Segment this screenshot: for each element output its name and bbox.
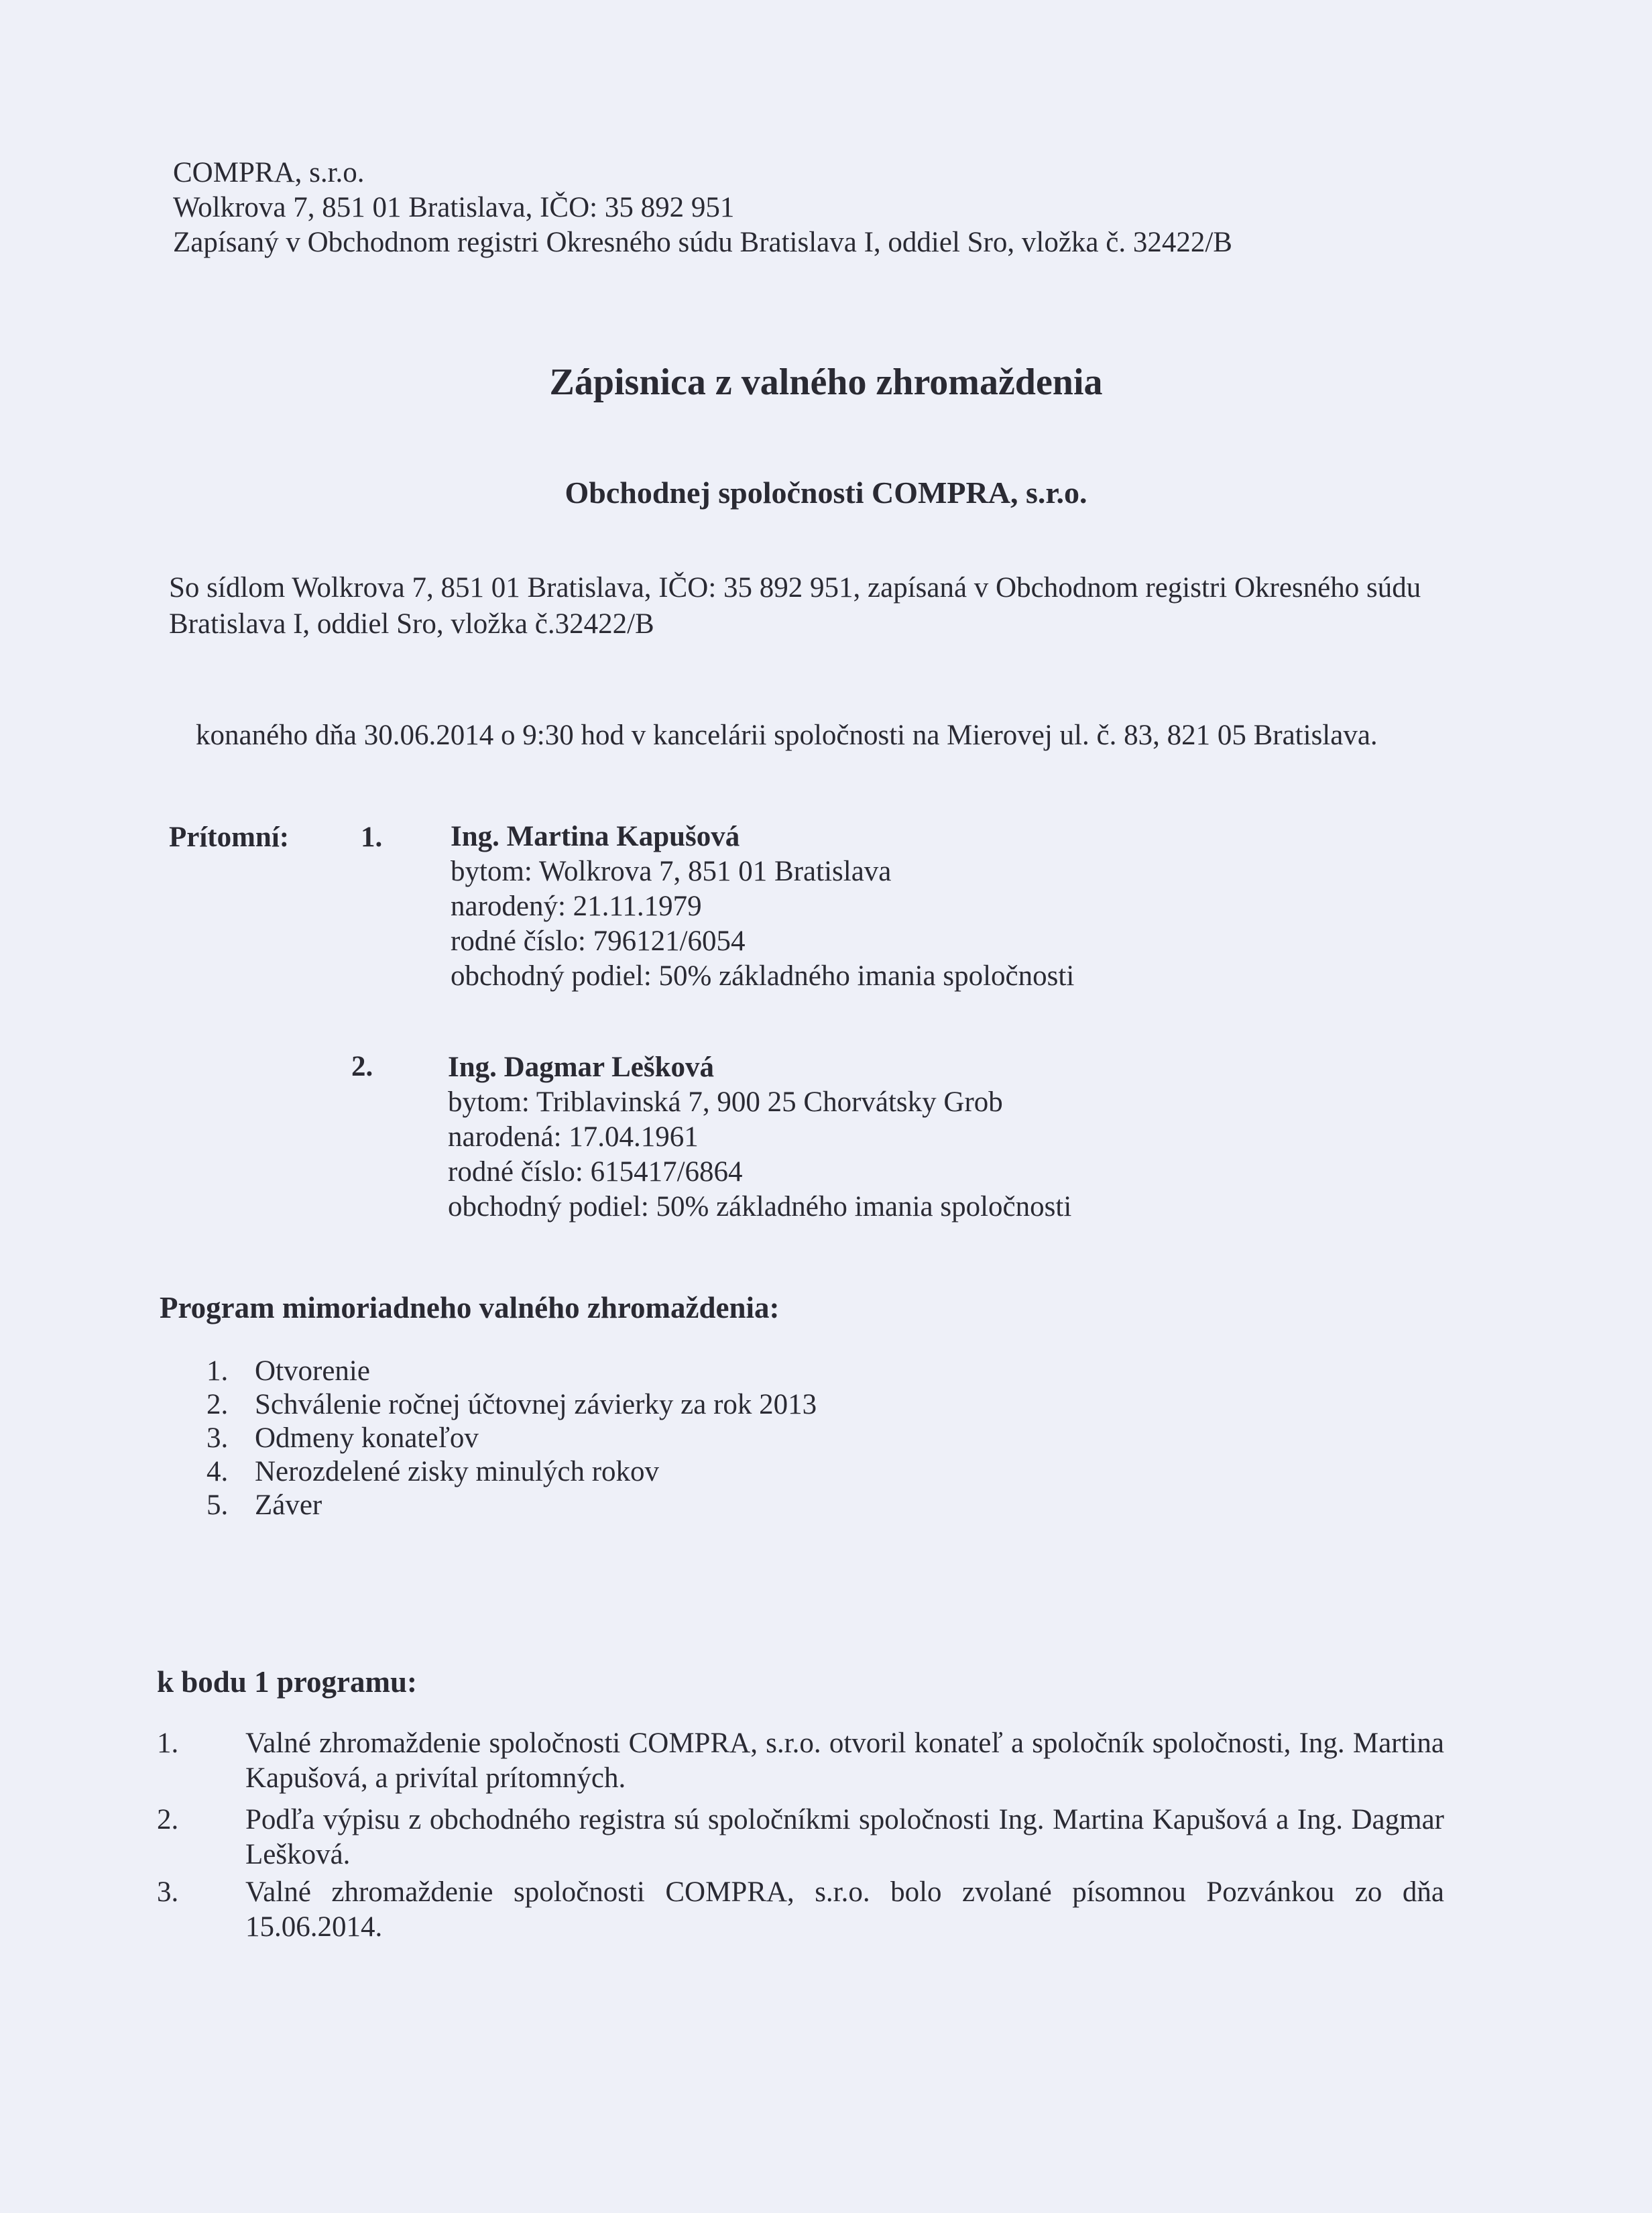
point1-text: Valné zhromaždenie spoločnosti COMPRA, s.r.o. otvoril konateľ a spoločník spoločnosti, Ing. Martina Kapušová, a privítal prítomných. xyxy=(245,1727,1444,1794)
person-id-number: rodné číslo: 796121/6054 xyxy=(451,925,746,957)
agenda-text: Nerozdelené zisky minulých rokov xyxy=(255,1456,660,1487)
agenda-text: Záver xyxy=(255,1489,322,1521)
point1-title: k bodu 1 programu: xyxy=(157,1665,418,1699)
point1-item xyxy=(157,1803,1444,1872)
point1-item xyxy=(157,1726,1444,1796)
person-id-number: rodné číslo: 615417/6864 xyxy=(448,1156,743,1188)
point1-text: Valné zhromaždenie spoločnosti COMPRA, s.r.o. bolo zvolané písomnou Pozvánkou zo dňa 15.06.2014. xyxy=(245,1876,1444,1943)
person-share: obchodný podiel: 50% základného imania spoločnosti xyxy=(451,960,1075,992)
seat-paragraph: So sídlom Wolkrova 7, 851 01 Bratislava, IČO: 35 892 951, zapísaná v Obchodnom registri Okresného súdu Bratislava I, oddiel Sro, vložka č.32422/B xyxy=(169,572,1421,640)
agenda-item xyxy=(206,1455,817,1489)
program-title: Program mimoriadneho valného zhromaždenia: xyxy=(160,1291,780,1324)
present-label: Prítomní: xyxy=(169,821,290,853)
agenda-text: Odmeny konateľov xyxy=(255,1422,479,1454)
document-title: Zápisnica z valného zhromaždenia xyxy=(549,361,1103,403)
agenda-list xyxy=(206,1355,817,1522)
company-registration: Zapísaný v Obchodnom registri Okresného súdu Bratislava I, oddiel Sro, vložka č. 32422/B xyxy=(173,227,1232,258)
point1-number: 2. xyxy=(157,1804,179,1835)
agenda-item xyxy=(206,1388,817,1422)
point1-text: Podľa výpisu z obchodného registra sú spoločníkmi spoločnosti Ing. Martina Kapušová a Ing. Dagmar Lešková. xyxy=(245,1804,1444,1870)
person-number: 2. xyxy=(351,1051,373,1082)
company-address: Wolkrova 7, 851 01 Bratislava, IČO: 35 892 951 xyxy=(173,192,735,223)
person-number: 1. xyxy=(361,821,383,853)
agenda-number: 4. xyxy=(206,1456,229,1487)
agenda-text: Schválenie ročnej účtovnej závierky za rok 2013 xyxy=(255,1389,817,1420)
point1-number: 3. xyxy=(157,1876,179,1908)
document-subtitle: Obchodnej spoločnosti COMPRA, s.r.o. xyxy=(565,475,1087,510)
agenda-item xyxy=(206,1489,817,1522)
person-birthdate: narodená: 17.04.1961 xyxy=(448,1121,699,1153)
person-block xyxy=(448,1050,1071,1225)
company-header xyxy=(173,156,1232,260)
agenda-number: 1. xyxy=(206,1355,229,1387)
agenda-item xyxy=(206,1355,817,1388)
agenda-number: 3. xyxy=(206,1422,229,1454)
person-name: Ing. Dagmar Lešková xyxy=(448,1052,714,1083)
agenda-item xyxy=(206,1422,817,1455)
meeting-held-line: konaného dňa 30.06.2014 o 9:30 hod v kancelárii spoločnosti na Mierovej ul. č. 83, 821 05 Bratislava. xyxy=(196,720,1378,751)
agenda-text: Otvorenie xyxy=(255,1355,370,1387)
agenda-number: 5. xyxy=(206,1489,229,1521)
person-address: bytom: Triblavinská 7, 900 25 Chorvátsky Grob xyxy=(448,1086,1003,1118)
company-name: COMPRA, s.r.o. xyxy=(173,157,365,188)
person-address: bytom: Wolkrova 7, 851 01 Bratislava xyxy=(451,856,892,887)
person-share: obchodný podiel: 50% základného imania spoločnosti xyxy=(448,1191,1072,1223)
point1-number: 1. xyxy=(157,1727,179,1759)
agenda-number: 2. xyxy=(206,1389,229,1420)
person-birthdate: narodený: 21.11.1979 xyxy=(451,891,702,922)
point1-item xyxy=(157,1875,1444,1945)
person-name: Ing. Martina Kapušová xyxy=(451,821,740,852)
person-block xyxy=(451,819,1074,994)
